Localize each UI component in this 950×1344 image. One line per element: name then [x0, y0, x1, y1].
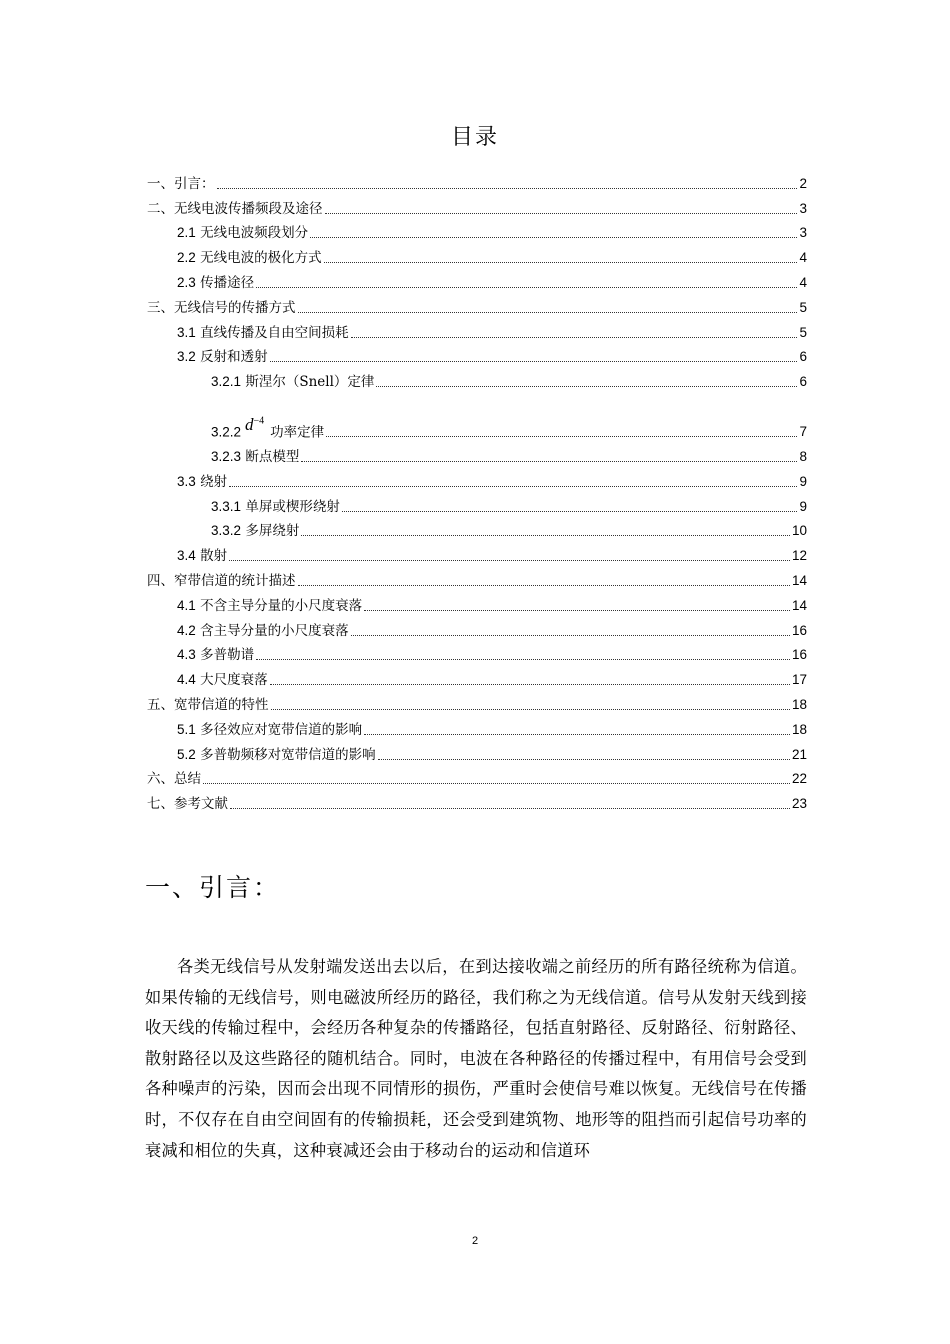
- toc-entry[interactable]: [147, 317, 807, 342]
- toc-leader-dots: [325, 213, 798, 214]
- toc-leader-dots: [364, 610, 790, 611]
- toc-entry[interactable]: [147, 292, 807, 317]
- toc-entry-label: [177, 324, 349, 342]
- toc-entry-text: 断点模型: [241, 448, 300, 465]
- toc-entry-page: 17: [791, 672, 807, 688]
- toc-entry-number: 4.3: [177, 647, 196, 663]
- toc-entry-page: 5: [799, 299, 807, 315]
- toc-leader-dots: [230, 808, 790, 809]
- toc-leader-dots: [376, 386, 797, 387]
- toc-entry-label: [177, 473, 227, 491]
- toc-entry-number: 3.4: [177, 548, 196, 564]
- toc-entry-label: [177, 348, 268, 366]
- toc-leader-dots: [203, 783, 790, 784]
- section-heading: 一、引言：: [145, 873, 281, 902]
- toc-leader-dots: [324, 262, 798, 263]
- toc-leader-dots: [229, 560, 790, 561]
- toc-entry-label: [211, 448, 299, 466]
- toc-entry-page: 9: [799, 498, 807, 514]
- toc-leader-dots: [301, 461, 797, 462]
- toc-leader-dots: [364, 734, 790, 735]
- toc-entry-number: 3.3: [177, 473, 196, 489]
- toc-entry[interactable]: [147, 689, 807, 714]
- toc-entry-page: 14: [791, 572, 807, 588]
- toc-entry[interactable]: [147, 640, 807, 665]
- toc-entry-number: 5.1: [177, 721, 196, 737]
- toc-entry-text: 七、参考文献: [147, 796, 228, 813]
- toc-entry-label: [147, 175, 215, 193]
- toc-entry[interactable]: [147, 516, 807, 541]
- toc-entry-label: [147, 795, 228, 813]
- toc-entry-number: 4.2: [177, 622, 196, 638]
- toc-entry[interactable]: [147, 466, 807, 491]
- toc-entry[interactable]: [147, 540, 807, 565]
- toc-entry-label: [147, 572, 296, 590]
- toc-entry-page: 7: [799, 424, 807, 440]
- toc-entry-label: [147, 770, 201, 788]
- toc-entry-text: 功率定律: [270, 424, 325, 441]
- toc-leader-dots: [256, 659, 790, 660]
- toc-entry[interactable]: [147, 491, 807, 516]
- toc-entry-page: 16: [791, 647, 807, 663]
- toc-entry-label: [147, 200, 323, 218]
- toc-leader-dots: [326, 436, 797, 437]
- toc-entry[interactable]: [147, 590, 807, 615]
- toc-entry-label: [177, 622, 349, 640]
- toc-entry-label: [177, 721, 362, 739]
- toc-entry-page: 3: [799, 200, 807, 216]
- toc-leader-dots: [351, 635, 790, 636]
- toc-entry-page: 6: [799, 374, 807, 390]
- toc-entry-text: 一、引言：: [147, 175, 215, 192]
- toc-entry-page: 14: [791, 597, 807, 613]
- toc-entry-label: [211, 415, 325, 442]
- toc-entry[interactable]: [147, 565, 807, 590]
- toc-entry-text: 含主导分量的小尺度衰落: [195, 622, 349, 639]
- toc-entry-text: 直线传播及自由空间损耗: [195, 324, 349, 341]
- toc-entry-number: 3.2.1: [211, 374, 242, 390]
- toc-entry-text: 传播途径: [195, 274, 255, 291]
- toc-entry-page: 16: [791, 622, 807, 638]
- toc-entry[interactable]: [147, 242, 807, 267]
- toc-entry-text: 不含主导分量的小尺度衰落: [195, 597, 363, 614]
- toc-entry-page: 18: [791, 721, 807, 737]
- toc-entry-page: 23: [791, 796, 807, 812]
- toc-entry[interactable]: [147, 267, 807, 292]
- toc-entry[interactable]: [147, 441, 807, 466]
- toc-entry-text: 三、无线信号的传播方式: [147, 299, 296, 316]
- toc-entry-label: [177, 646, 254, 664]
- toc-leader-dots: [310, 237, 797, 238]
- toc-leader-dots: [229, 486, 797, 487]
- toc-entry-label: [177, 224, 308, 242]
- toc-entry-number: 3.2: [177, 349, 196, 365]
- toc-leader-dots: [271, 709, 790, 710]
- toc-entry[interactable]: [147, 168, 807, 193]
- toc-entry-label: [177, 274, 254, 292]
- toc-entry-text: 绕射: [195, 473, 228, 490]
- toc-leader-dots: [342, 511, 798, 512]
- toc-entry-text: 反射和透射: [195, 349, 268, 366]
- toc-entry-number: 2.3: [177, 274, 196, 290]
- page-number: 2: [471, 1235, 479, 1247]
- math-formula: $d^{-4}$: [245, 415, 265, 435]
- toc-entry-text: 斯涅尔（Snell）定律: [241, 374, 375, 391]
- toc-entry[interactable]: [147, 714, 807, 739]
- toc-entry-number: 3.2.3: [211, 448, 242, 464]
- toc-entry-number: 4.1: [177, 597, 196, 613]
- toc-leader-dots: [351, 337, 798, 338]
- toc-entry-page: 3: [799, 225, 807, 241]
- toc-entry-number: 3.1: [177, 324, 196, 340]
- toc-entry-text: 多屏绕射: [241, 523, 300, 540]
- toc-entry-text: 多径效应对宽带信道的影响: [195, 721, 363, 738]
- toc-entry-label: [177, 597, 362, 615]
- toc-entry[interactable]: [147, 615, 807, 640]
- toc-leader-dots: [301, 535, 790, 536]
- toc-entry[interactable]: [147, 739, 807, 764]
- toc-entry-page: 21: [791, 746, 807, 762]
- toc-entry-number: 5.2: [177, 746, 196, 762]
- toc-entry-label: [177, 671, 268, 689]
- toc-entry-page: 18: [791, 696, 807, 712]
- toc-title: 目录: [450, 125, 499, 150]
- toc-entry[interactable]: [147, 764, 807, 789]
- toc-entry[interactable]: [147, 342, 807, 367]
- toc-entry-number: 3.2.2: [211, 424, 242, 440]
- toc-entry-label: [211, 373, 374, 391]
- toc-entry-text: 大尺度衰落: [195, 672, 268, 689]
- toc-entry[interactable]: [147, 366, 807, 391]
- toc-entry-page: 4: [799, 274, 807, 290]
- toc-entry-label: [211, 522, 299, 540]
- toc-entry-text: 四、窄带信道的统计描述: [147, 572, 296, 589]
- toc-entry-page: 4: [799, 250, 807, 266]
- toc-entry-page: 8: [799, 448, 807, 464]
- toc-entry-number: 3.3.2: [211, 523, 242, 539]
- toc-entry-number: 3.3.1: [211, 498, 242, 514]
- toc-entry-text: 多普勒谱: [195, 647, 255, 664]
- toc-entry-text: 二、无线电波传播频段及途径: [147, 200, 323, 217]
- toc-entry[interactable]: [147, 788, 807, 813]
- toc-entry-number: 2.2: [177, 250, 196, 266]
- toc-entry-text: 散射: [195, 548, 228, 565]
- toc-entry[interactable]: [147, 218, 807, 243]
- toc-entry-text: 单屏或楔形绕射: [241, 498, 340, 515]
- toc-entry-page: 2: [799, 175, 807, 191]
- toc-entry-label: [177, 547, 227, 565]
- toc-entry-label: [147, 299, 296, 317]
- toc-entry-label: [211, 498, 340, 516]
- table-of-contents: [147, 168, 807, 813]
- toc-entry-label: [177, 249, 322, 267]
- toc-entry[interactable]: [147, 391, 807, 441]
- toc-entry-number: 2.1: [177, 225, 196, 241]
- toc-entry-text: 六、总结: [147, 771, 201, 788]
- toc-leader-dots: [270, 361, 798, 362]
- toc-leader-dots: [256, 287, 797, 288]
- toc-entry-text: 五、宽带信道的特性: [147, 696, 269, 713]
- body-paragraph: 各类无线信号从发射端发送出去以后，在到达接收端之前经历的所有路径统称为信道。如果传输的无线信号，则电磁波所经历的路径，我们称之为无线信道。信号从发射天线到接收天线的传输过程中，会经历各种复杂的传播路径，包括直射路径、反射路径、衍射路径、散射路径以及这些路径的随机结合。同时，电波在各种路径的传播过程中，有用信号会受到各种噪声的污染，因而会出现不同情形的损伤，严重时会使信号难以恢复。无线信号在传播时，不仅存在自由空间固有的传输损耗，还会受到建筑物、地形等的阻挡而引起信号功率的衰减和相位的失真，这种衰减还会由于移动台的运动和信道环: [145, 957, 807, 1160]
- toc-entry-page: 6: [799, 349, 807, 365]
- toc-entry[interactable]: [147, 664, 807, 689]
- toc-entry-number: 4.4: [177, 672, 196, 688]
- toc-leader-dots: [217, 188, 798, 189]
- toc-entry-page: 9: [799, 473, 807, 489]
- toc-entry-label: [147, 696, 269, 714]
- toc-leader-dots: [298, 585, 790, 586]
- toc-entry-text: 无线电波的极化方式: [195, 250, 322, 267]
- toc-leader-dots: [378, 759, 790, 760]
- toc-entry-page: 12: [791, 548, 807, 564]
- toc-entry-page: 10: [791, 523, 807, 539]
- toc-entry-page: 5: [799, 324, 807, 340]
- toc-entry-label: [177, 746, 376, 764]
- toc-entry[interactable]: [147, 193, 807, 218]
- toc-entry-text: 多普勒频移对宽带信道的影响: [195, 746, 376, 763]
- toc-leader-dots: [298, 312, 798, 313]
- toc-entry-text: 无线电波频段划分: [195, 225, 309, 242]
- toc-entry-page: 22: [791, 771, 807, 787]
- toc-leader-dots: [270, 684, 790, 685]
